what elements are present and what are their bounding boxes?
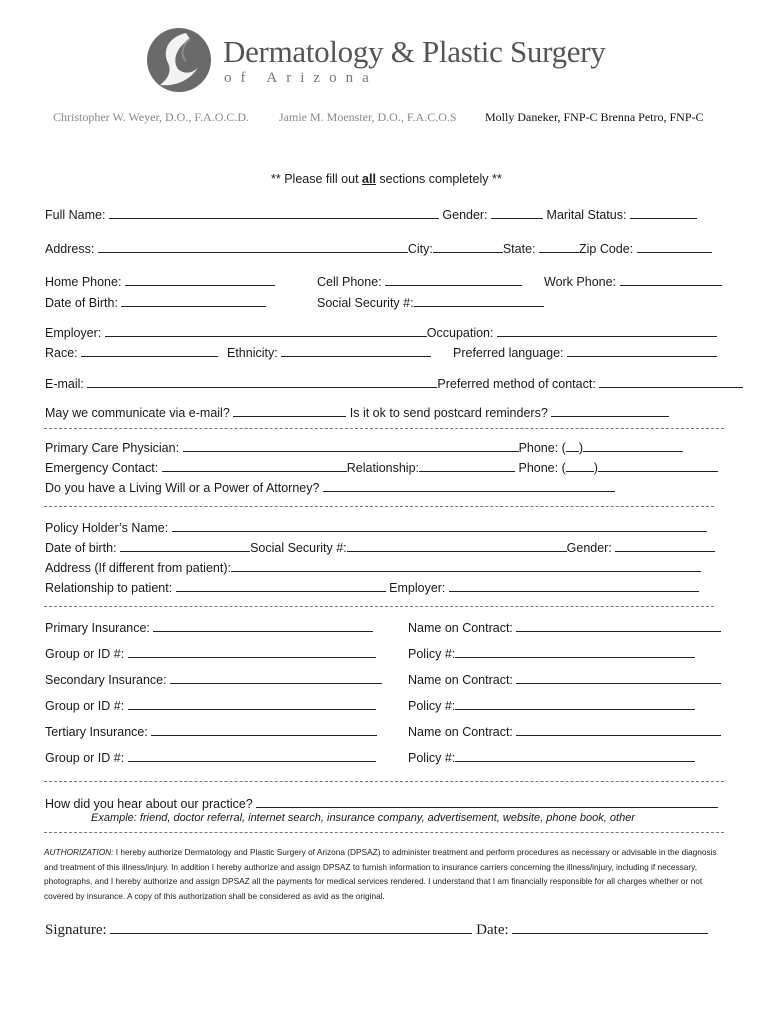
- emergency-contact-label: Emergency Contact:: [45, 461, 159, 475]
- secondary-name-contract-line[interactable]: [516, 671, 721, 684]
- secondary-group-field[interactable]: [45, 697, 376, 714]
- address-line[interactable]: [98, 240, 408, 253]
- state-label: State:: [502, 242, 536, 256]
- zip-line[interactable]: [637, 240, 712, 253]
- dob-field[interactable]: [45, 294, 266, 311]
- primary-name-contract-line[interactable]: [516, 619, 721, 632]
- policy-ssn-label: Social Security #:: [250, 541, 347, 555]
- cell-phone-label: Cell Phone:: [317, 275, 382, 289]
- signature-label: Signature:: [45, 922, 107, 938]
- secondary-name-contract-field[interactable]: [408, 671, 721, 688]
- tertiary-insurance-field[interactable]: [45, 723, 377, 740]
- date-label: Date:: [476, 922, 509, 938]
- authorization-label: AUTHORIZATION:: [44, 847, 114, 857]
- section-divider: [44, 606, 714, 607]
- work-phone-line[interactable]: [620, 273, 722, 286]
- primary-policy-label: Policy #:: [408, 647, 456, 661]
- primary-group-label: Group or ID #:: [45, 647, 125, 661]
- city-label: City:: [407, 242, 433, 256]
- tertiary-policy-field[interactable]: [408, 749, 695, 766]
- emergency-phone-close: ): [593, 461, 598, 475]
- primary-group-line[interactable]: [128, 645, 376, 658]
- policy-gender-line[interactable]: [615, 539, 715, 552]
- section-divider: [44, 781, 724, 782]
- policy-dob-field[interactable]: [45, 539, 715, 556]
- tertiary-name-contract-line[interactable]: [516, 723, 721, 736]
- dob-line[interactable]: [121, 294, 266, 307]
- race-line[interactable]: [81, 344, 218, 357]
- pcp-phone-close: ): [578, 441, 583, 455]
- ethnicity-line[interactable]: [281, 344, 431, 357]
- secondary-policy-field[interactable]: [408, 697, 695, 714]
- full-name-label: Full Name:: [45, 208, 106, 222]
- ssn-line[interactable]: [414, 294, 544, 307]
- policy-dob-line[interactable]: [120, 539, 250, 552]
- employer-label: Employer:: [45, 326, 102, 340]
- occupation-line[interactable]: [497, 324, 717, 337]
- primary-name-contract-field[interactable]: [408, 619, 721, 636]
- preferred-contact-line[interactable]: [599, 375, 743, 388]
- pcp-phone-line[interactable]: [583, 439, 683, 452]
- secondary-insurance-field[interactable]: [45, 671, 382, 688]
- city-line[interactable]: [433, 240, 503, 253]
- policy-gender-label: Gender:: [566, 541, 612, 555]
- marital-status-label: Marital Status:: [546, 208, 627, 222]
- gender-line[interactable]: [491, 206, 543, 219]
- logo-subtitle: of Arizona: [224, 70, 378, 86]
- preferred-language-label: Preferred language:: [453, 346, 564, 360]
- tertiary-insurance-line[interactable]: [151, 723, 377, 736]
- policy-address-line[interactable]: [231, 559, 701, 572]
- primary-group-field[interactable]: [45, 645, 376, 662]
- secondary-group-line[interactable]: [128, 697, 376, 710]
- employer-field[interactable]: [45, 324, 717, 341]
- tertiary-name-contract-field[interactable]: [408, 723, 721, 740]
- policy-relationship-line[interactable]: [176, 579, 386, 592]
- preferred-contact-label: Preferred method of contact:: [437, 377, 596, 391]
- tertiary-insurance-label: Tertiary Insurance:: [45, 725, 148, 739]
- instruction-after: sections completely **: [375, 172, 502, 186]
- referral-field[interactable]: [45, 795, 718, 812]
- primary-insurance-label: Primary Insurance:: [45, 621, 150, 635]
- secondary-group-label: Group or ID #:: [45, 699, 125, 713]
- secondary-name-contract-label: Name on Contract:: [408, 673, 513, 687]
- cell-phone-line[interactable]: [385, 273, 522, 286]
- policy-holder-line[interactable]: [172, 519, 707, 532]
- ssn-label: Social Security #:: [317, 296, 414, 310]
- home-phone-label: Home Phone:: [45, 275, 122, 289]
- policy-holder-field[interactable]: [45, 519, 707, 536]
- work-phone-label: Work Phone:: [544, 275, 617, 289]
- tertiary-group-field[interactable]: [45, 749, 376, 766]
- primary-insurance-field[interactable]: [45, 619, 373, 636]
- email-line[interactable]: [87, 375, 437, 388]
- policy-dob-label: Date of birth:: [45, 541, 117, 555]
- secondary-insurance-label: Secondary Insurance:: [45, 673, 167, 687]
- pcp-area-code-line[interactable]: [566, 439, 579, 452]
- pcp-line[interactable]: [183, 439, 519, 452]
- policy-address-label: Address (If different from patient):: [45, 561, 231, 575]
- ethnicity-field[interactable]: [227, 344, 431, 361]
- ssn-field[interactable]: [317, 294, 544, 311]
- primary-insurance-line[interactable]: [153, 619, 373, 632]
- living-will-label: Do you have a Living Will or a Power of Attorney?: [45, 481, 320, 495]
- full-name-line[interactable]: [109, 206, 439, 219]
- signature-field[interactable]: [45, 920, 708, 939]
- secondary-policy-label: Policy #:: [408, 699, 456, 713]
- doctor-name-moenster: Jamie M. Moenster, D.O., F.A.C.O.S: [279, 110, 457, 124]
- date-line[interactable]: [512, 920, 708, 934]
- home-phone-line[interactable]: [125, 273, 275, 286]
- race-field[interactable]: [45, 344, 218, 361]
- employer-line[interactable]: [105, 324, 427, 337]
- postcard-line[interactable]: [551, 404, 669, 417]
- policy-relationship-label: Relationship to patient:: [45, 581, 173, 595]
- instruction-before: ** Please fill out: [271, 172, 363, 186]
- full-name-field[interactable]: [45, 206, 697, 223]
- secondary-insurance-line[interactable]: [170, 671, 382, 684]
- section-divider: [44, 832, 724, 833]
- pcp-label: Primary Care Physician:: [45, 441, 180, 455]
- emergency-phone-label: Phone: (: [518, 461, 566, 475]
- policy-relationship-field[interactable]: [45, 579, 699, 596]
- occupation-label: Occupation:: [426, 326, 494, 340]
- postcard-label: Is it ok to send postcard reminders?: [349, 406, 548, 420]
- tertiary-policy-label: Policy #:: [408, 751, 456, 765]
- gender-label: Gender:: [442, 208, 488, 222]
- tertiary-group-label: Group or ID #:: [45, 751, 125, 765]
- referral-line[interactable]: [256, 795, 718, 808]
- instruction-emphasis: all: [362, 172, 376, 186]
- policy-ssn-line[interactable]: [347, 539, 567, 552]
- zip-label: Zip Code:: [578, 242, 634, 256]
- email-label: E-mail:: [45, 377, 84, 391]
- email-consent-field[interactable]: [45, 404, 669, 421]
- emergency-phone-line[interactable]: [598, 459, 718, 472]
- policy-holder-label: Policy Holder’s Name:: [45, 521, 169, 535]
- section-divider: [44, 506, 714, 507]
- work-phone-field[interactable]: [544, 273, 722, 290]
- policy-address-field[interactable]: [45, 559, 701, 576]
- authorization-text: [44, 845, 728, 903]
- referral-example: Example: friend, doctor referral, internet search, insurance company, advertisement, website, phone book, other: [91, 812, 635, 824]
- email-consent-label: May we communicate via e-mail?: [45, 406, 230, 420]
- email-field[interactable]: [45, 375, 743, 392]
- marital-status-line[interactable]: [630, 206, 697, 219]
- tertiary-name-contract-label: Name on Contract:: [408, 725, 513, 739]
- secondary-policy-line[interactable]: [455, 697, 695, 710]
- preferred-language-field[interactable]: [453, 344, 717, 361]
- tertiary-group-line[interactable]: [128, 749, 376, 762]
- preferred-language-line[interactable]: [567, 344, 717, 357]
- relationship-line[interactable]: [419, 459, 515, 472]
- address-label: Address:: [45, 242, 95, 256]
- email-consent-line[interactable]: [233, 404, 346, 417]
- pcp-phone-label: Phone: (: [518, 441, 566, 455]
- tertiary-policy-line[interactable]: [455, 749, 695, 762]
- logo-title: Dermatology & Plastic Surgery: [223, 34, 606, 69]
- primary-policy-field[interactable]: [408, 645, 695, 662]
- race-label: Race:: [45, 346, 78, 360]
- living-will-field[interactable]: [45, 479, 615, 496]
- emergency-contact-field[interactable]: [45, 459, 718, 476]
- dob-label: Date of Birth:: [45, 296, 118, 310]
- emergency-area-code-line[interactable]: [566, 459, 594, 472]
- primary-name-contract-label: Name on Contract:: [408, 621, 513, 635]
- nurse-practitioners: Molly Daneker, FNP-C Brenna Petro, FNP-C: [485, 110, 704, 124]
- emergency-contact-line[interactable]: [162, 459, 347, 472]
- policy-employer-line[interactable]: [449, 579, 699, 592]
- home-phone-field[interactable]: [45, 273, 275, 290]
- referral-question: How did you hear about our practice?: [45, 797, 253, 811]
- instruction-note: [271, 172, 502, 186]
- signature-line[interactable]: [110, 920, 472, 934]
- section-divider: [44, 428, 724, 429]
- primary-policy-line[interactable]: [455, 645, 695, 658]
- ethnicity-label: Ethnicity:: [227, 346, 278, 360]
- logo-face-icon: [146, 27, 212, 93]
- pcp-field[interactable]: [45, 439, 683, 456]
- doctor-name-weyer: Christopher W. Weyer, D.O., F.A.O.C.D.: [53, 110, 250, 124]
- relationship-label: Relationship:: [346, 461, 419, 475]
- policy-employer-label: Employer:: [389, 581, 446, 595]
- address-field[interactable]: [45, 240, 712, 257]
- authorization-body: I hereby authorize Dermatology and Plastic Surgery of Arizona (DPSAZ) to administer treatment and perform procedures as necessary or advisable in the diagnosis and treatment of this illness/injury. In addition I hereby authorize and assign DPSAZ to furnish information to insurance carriers concerning the illness/injury, including if necessary, photographs, and I hereby authorize and assign DPSAZ all the payments for medical services rendered. I understand that I am financially responsible for all charges whether or not covered by insurance. A copy of this authorization shall be considered as avid as the original.: [44, 847, 717, 901]
- state-line[interactable]: [539, 240, 579, 253]
- cell-phone-field[interactable]: [317, 273, 522, 290]
- living-will-line[interactable]: [323, 479, 615, 492]
